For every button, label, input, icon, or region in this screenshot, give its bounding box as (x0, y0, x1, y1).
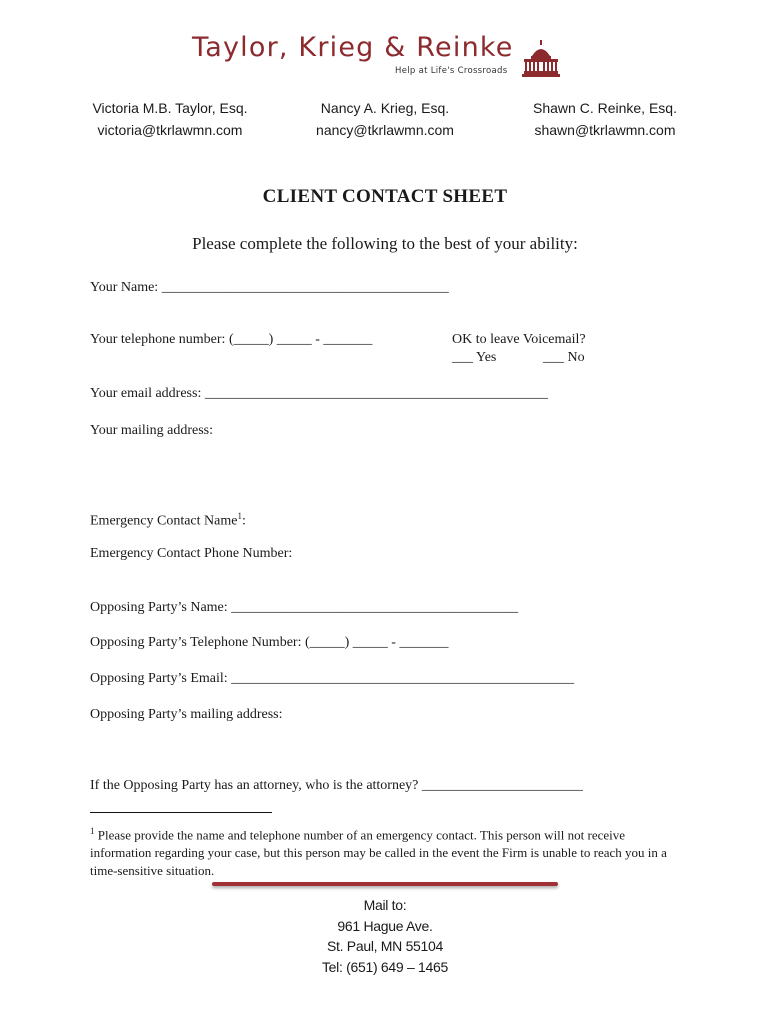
footnote-marker: 1 (90, 826, 95, 836)
footnote-divider (90, 812, 272, 813)
attorney-1 (80, 100, 260, 138)
capitol-building-icon (520, 40, 562, 83)
firm-logo-name: Taylor, Krieg & Reinke (192, 32, 514, 63)
your-mailing-address-field[interactable]: Your mailing address: (90, 423, 214, 438)
opposing-party-mailing-address-field[interactable]: Opposing Party’s mailing address: (90, 707, 283, 722)
attorney-email[interactable]: victoria@tkrlawmn.com (97, 122, 243, 138)
opposing-party-name-field[interactable]: Opposing Party’s Name: _________________________________________ (90, 600, 519, 615)
attorney-2 (295, 100, 475, 138)
page-subtitle: Please complete the following to the best of your ability: (192, 234, 578, 253)
attorney-name: Nancy A. Krieg, Esq. (320, 100, 450, 116)
emergency-name-colon: : (241, 513, 246, 529)
opposing-party-attorney-field[interactable]: If the Opposing Party has an attorney, who is the attorney? _______________________ (90, 778, 583, 793)
opposing-party-phone-field[interactable]: Opposing Party’s Telephone Number: (_____) _____ - _______ (90, 635, 449, 650)
voicemail-label: OK to leave Voicemail? (452, 332, 586, 347)
emergency-contact-name-field[interactable] (90, 511, 246, 530)
footnote-text: Please provide the name and telephone number of an emergency contact. This person will not receive information regarding your case, but this person may be called in the event the Firm is unable to reach you in a time-sensitive situation. (90, 827, 667, 879)
voicemail-no-option[interactable]: ___ No (543, 350, 585, 365)
emergency-contact-phone-field[interactable]: Emergency Contact Phone Number: (90, 546, 293, 561)
firm-tagline: Help at Life's Crossroads (395, 66, 508, 76)
voicemail-yes-option[interactable]: ___ Yes (452, 350, 497, 365)
mail-to-label: Mail to: (363, 897, 407, 913)
footnote-ref: 1 (237, 511, 242, 521)
mail-street: 961 Hague Ave. (337, 918, 433, 934)
opposing-party-email-field[interactable]: Opposing Party’s Email: _________________________________________________ (90, 671, 575, 686)
footnote (90, 822, 680, 880)
attorney-name: Victoria M.B. Taylor, Esq. (92, 100, 248, 116)
your-phone-field[interactable]: Your telephone number: (_____) _____ - _______ (90, 332, 373, 347)
mail-phone: Tel: (651) 649 – 1465 (321, 959, 449, 975)
attorney-email[interactable]: nancy@tkrlawmn.com (316, 122, 454, 138)
footer-divider (212, 882, 558, 886)
attorney-3 (515, 100, 695, 138)
attorney-email[interactable]: shawn@tkrlawmn.com (534, 122, 676, 138)
page-title: CLIENT CONTACT SHEET (262, 186, 508, 207)
your-name-field[interactable]: Your Name: _________________________________________ (90, 280, 449, 295)
your-email-field[interactable]: Your email address: _________________________________________________ (90, 386, 548, 401)
attorney-name: Shawn C. Reinke, Esq. (533, 100, 677, 116)
emergency-name-label: Emergency Contact Name (90, 513, 238, 529)
mail-city: St. Paul, MN 55104 (327, 938, 443, 954)
